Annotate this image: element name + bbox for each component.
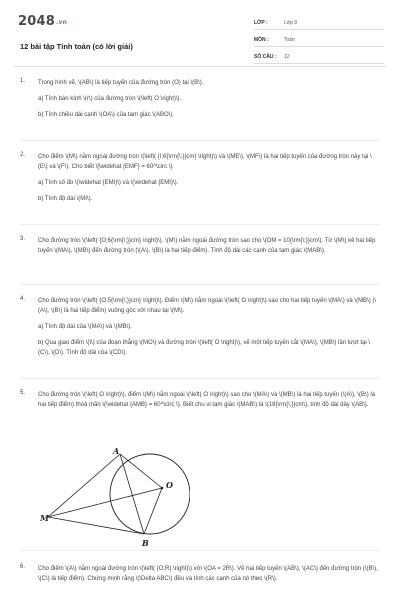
question-stem: Trong hình vẽ, \(AB\) là tiếp tuyến của đường tròn (O) tại \(B\). bbox=[38, 80, 204, 86]
question-part: a) Tính số đo \(\widehat {EMI}\) và \(\widehat {EMI}\). bbox=[38, 180, 179, 186]
label-m: M bbox=[40, 513, 49, 523]
meta-row-subject bbox=[254, 33, 384, 47]
segment-ao bbox=[120, 454, 162, 488]
question-separator bbox=[20, 140, 380, 141]
question-stem: Cho điểm \(A\) nằm ngoài đường tròn \(\left( {O;R} \right)\) với \(OA = 2R\). Vẽ hai tiếp tuyến \(AB\), \(AC\) đến đường tròn (\(B\), \(C\) là tiếp điểm). Chứng minh rằng \(\Delta ABC\) đều và tính các cạnh của nó theo \(R\). bbox=[38, 566, 378, 582]
question-separator bbox=[20, 224, 380, 225]
meta-value: Lớp 9 bbox=[284, 19, 298, 26]
question-5 bbox=[20, 390, 380, 416]
question-stem: Cho đường tròn \(\left( O \right)\), điểm \(M\) nằm ngoài \(\left( O \right)\) sao cho \(MA\) và \(MB\) là hai tiếp tuyến (\(A\), \(B\) là hai tiếp điểm) thoả mãn \(\widehat {AMB} = 60^\circ \). Biết chu vi tam giác \(MAB\) là \(18{\rm{\;}}cm\), tính độ dài dây \(AB\). bbox=[38, 392, 376, 408]
logo-text: 2048 bbox=[18, 14, 55, 29]
question-number: 3. bbox=[20, 236, 26, 242]
question-number: 4. bbox=[20, 296, 26, 302]
segment-ab bbox=[120, 454, 144, 534]
question-2 bbox=[20, 152, 380, 210]
logo-suffix: .vn bbox=[55, 19, 68, 26]
question-part: a) Tính bán kính \(r\) của đường tròn \(\left( O \right)\). bbox=[38, 96, 182, 102]
question-separator bbox=[20, 284, 380, 285]
question-stem: Cho đường tròn \(\left( {O;6{\rm{\;}}cm} \right)\). \(M\) nằm ngoài đường tròn sao cho \(OM = 10{\rm{\;}}cm\). Từ \(M\) kẻ hai tiếp tuyến \(MA\), \(MB\) đến đường tròn (\(A\), \(B\) là hai tiếp điểm). Tính độ dài các cạnh của tam giác \(MAB\). bbox=[38, 238, 376, 254]
meta-row-count bbox=[254, 50, 384, 64]
question-number: 1. bbox=[20, 78, 26, 84]
document-meta bbox=[254, 16, 384, 67]
site-logo[interactable] bbox=[18, 14, 67, 29]
question-number: 5. bbox=[20, 390, 26, 396]
document-title: 12 bài tập Tính toán (có lời giải) bbox=[20, 42, 133, 51]
tangent-circle-figure bbox=[40, 448, 190, 558]
question-stem: Cho đường tròn \(\left( {O;5{\rm{\;}}cm} \right)\). Điểm \(M\) nằm ngoài \(\left( O \right)\) sao cho hai tiếp tuyến \(MA\) và \(MB\) (\(A\), \(B\) là hai tiếp điểm) vuông góc với nhau tại \(M\). bbox=[38, 298, 377, 314]
question-number: 2. bbox=[20, 152, 26, 158]
question-4 bbox=[20, 296, 380, 364]
circle-o bbox=[110, 454, 190, 534]
segment-mb bbox=[48, 517, 144, 534]
question-1 bbox=[20, 78, 380, 126]
point-o bbox=[161, 487, 164, 490]
meta-row-class bbox=[254, 16, 384, 30]
header-divider bbox=[14, 66, 386, 67]
question-part: b) Qua giao điểm \(I\) của đoạn thẳng \(MO\) và đường tròn \(\left( O \right)\), vẽ một tiếp tuyến cắt \(MA\), \(MB\) lần lượt tại \(C\), \(D\). Tính độ dài của \(CD\). bbox=[38, 340, 371, 356]
question-part: b) Tính chiều dài cạnh \(OA\) của tam giác \(ABO\). bbox=[38, 112, 174, 118]
question-number: 6. bbox=[20, 564, 26, 570]
question-separator bbox=[20, 378, 380, 379]
segment-bo bbox=[144, 488, 162, 534]
question-3 bbox=[20, 236, 380, 262]
label-a: A bbox=[113, 448, 120, 456]
label-o: O bbox=[166, 480, 173, 490]
meta-key: SỐ CÂU : bbox=[254, 53, 277, 60]
question-part: b) Tính độ dài \(MI\). bbox=[38, 196, 93, 202]
meta-value: Toán bbox=[284, 36, 295, 43]
meta-key: MÔN : bbox=[254, 36, 269, 43]
label-b: B bbox=[142, 538, 149, 548]
meta-key: LỚP : bbox=[254, 19, 268, 26]
figure-svg bbox=[40, 448, 190, 558]
question-6 bbox=[20, 564, 380, 590]
page-header bbox=[14, 10, 386, 62]
meta-value: 12 bbox=[284, 53, 290, 60]
question-stem: Cho điểm \(M\) nằm ngoài đường tròn \(\left( {I;6{\rm{\;}}cm} \right)\) và \(ME\), \(MF\) là hai tiếp tuyến của đường tròn này tại \(E\) và \(F\). Cho biết \[\widehat {EMF} = 60^\circ \]. bbox=[38, 154, 372, 170]
question-part: a) Tính độ dài của \(MA\) và \(MB\). bbox=[38, 324, 132, 330]
